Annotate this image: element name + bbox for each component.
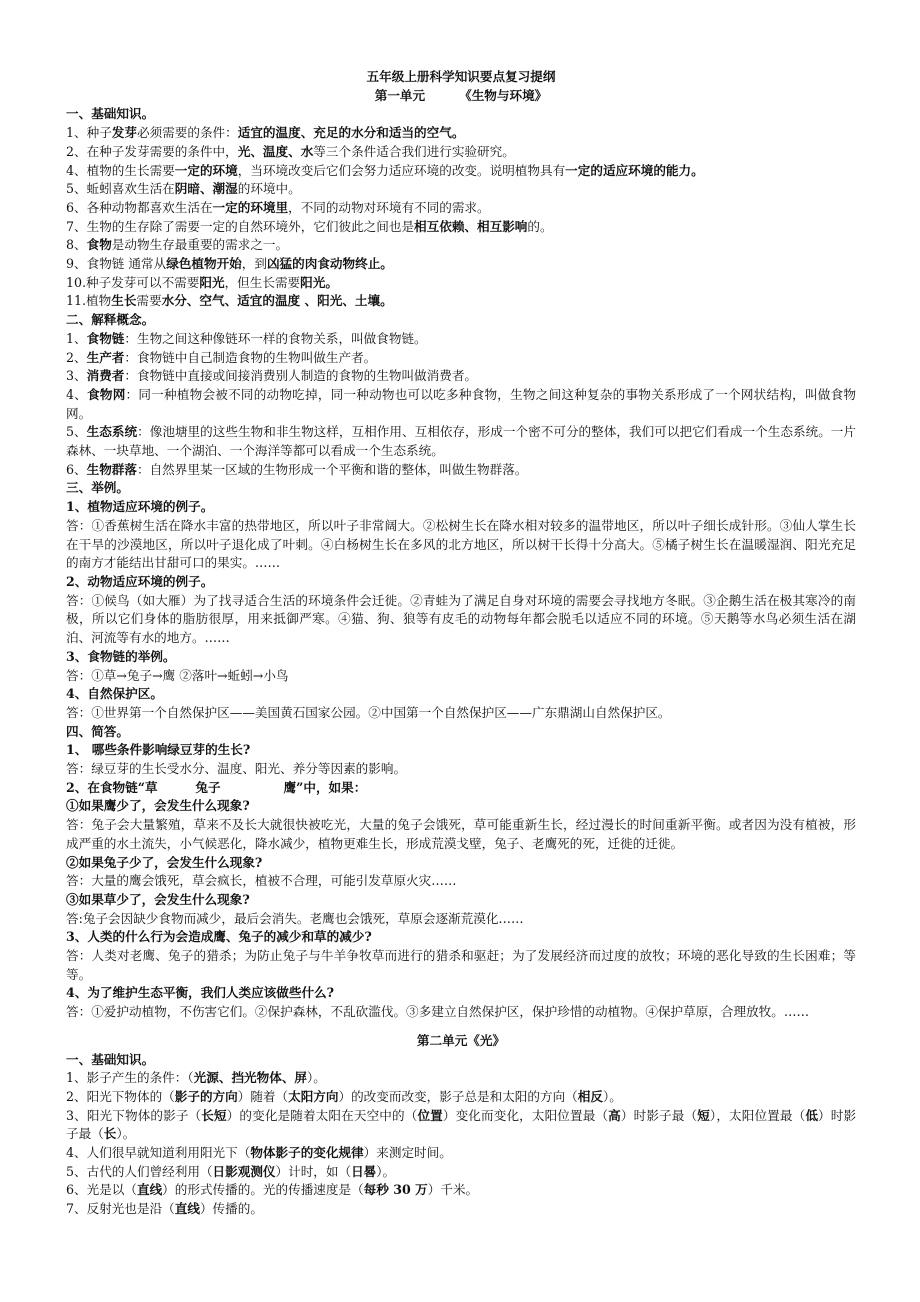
text-run: ：同一种植物会被不同的动物吃掉，同一种动物也可以吃多种食物，生物之间这种复杂的事物关系形成了一个网状结构，叫做食物网。 [66, 386, 857, 421]
unit2-basics-list [66, 1069, 856, 1219]
text-run: 1、影子产生的条件：（ [66, 1070, 194, 1086]
key-phrase: 低 [805, 1107, 819, 1123]
key-phrase: 影子的方向 [174, 1088, 238, 1104]
list-item [66, 124, 856, 143]
text-run: ，不同的动物对环境有不同的需求。 [288, 199, 490, 215]
key-phrase: 消费者 [86, 368, 125, 384]
key-phrase: 阳光。 [300, 274, 338, 290]
unit1-name: 《生物与环境》 [459, 87, 548, 103]
question: ①如果鹰少了，会发生什么现象? [66, 798, 250, 814]
answer: 答:兔子会因缺少食物而减少，最后会消失。老鹰也会饿死，草原会逐渐荒漠化…… [66, 910, 524, 926]
text-run: ：像池塘里的这些生物和非生物这样，互相作用、互相依存，形成一个密不可分的整体，我们可以把它们看成一个生态系统。一片森林、一块草地、一个湖泊、一个海洋等都可以看成一个生态系统。 [66, 424, 857, 459]
text-run: ）。 [307, 1070, 326, 1086]
text-run: ）传播的。 [199, 1201, 263, 1217]
key-phrase: 直线 [136, 1182, 163, 1198]
text-run: ）计时，如（ [275, 1163, 352, 1179]
key-phrase: 绿色植物开始 [166, 256, 242, 272]
question: 3、食物链的举例。 [66, 648, 176, 664]
text-run: ）时影子最（ [66, 1107, 857, 1142]
unit2-title: 第二单元《光》 [416, 1032, 506, 1048]
key-phrase: 光源、挡光物体、屏 [193, 1070, 307, 1086]
unit1-examples-list [66, 498, 856, 722]
text-run: 等三个条件适合我们进行实验研究。 [313, 143, 515, 159]
answer: 答：①爱护动植物，不伤害它们。②保护森林，不乱砍滥伐。③多建立自然保护区，保护珍惜的动植物。④保护草原，合理放牧。…… [66, 1004, 810, 1020]
text-run: 4、植物的生长需要 [66, 162, 175, 178]
list-item [66, 1069, 856, 1088]
key-phrase: 长 [103, 1126, 117, 1142]
text-run: ，到 [241, 256, 267, 272]
answer: 答：①世界第一个自然保护区——美国黄石国家公园。②中国第一个自然保护区——广东鼎湖山自然保护区。 [66, 704, 671, 720]
list-item [66, 236, 856, 255]
list-item [66, 386, 856, 423]
question: 3、人类的什么行为会造成鹰、兔子的减少和草的减少? [66, 929, 372, 945]
list-item [66, 330, 856, 349]
answer: 答：兔子会大量繁殖，草来不及长大就很快被吃光，大量的兔子会饿死，草可能重新生长，经过漫长的时间重新平衡。或者因为没有植被，形成严重的水土流失，小气候恶化，降水减少，植物更难生长，形成荒漠戈壁，兔子、老鹰死的死，迁徙的迁徙。 [66, 817, 856, 851]
answer: 答：大量的鹰会饿死，草会疯长，植被不合理，可能引发草原火灾…… [66, 873, 457, 889]
list-item [66, 423, 856, 460]
unit1-concepts-heading: 二、解释概念。 [66, 312, 155, 328]
key-phrase: 食物链 [86, 330, 125, 346]
text-run: ，但生长需要 [224, 274, 301, 290]
text-run: ）。 [602, 1088, 622, 1104]
question: 2、在食物链“草 兔子 鹰”中，如果： [66, 779, 367, 795]
answer: 答：①草→兔子→鹰 ②落叶→蚯蚓→小鸟 [66, 667, 289, 683]
answer: 答：①候鸟（如大雁）为了找寻适合生活的环境条件会迁徙。②青蛙为了满足自身对环境的需要会寻找地方冬眠。③企鹅生活在极其寒冷的南极，所以它们身体的脂肪很厚，用来抵御严寒。④猫、狗、狼等有皮毛的动物每年都会脱毛以适应不同的环境。⑤天鹅等水鸟必须生活在湖泊、河流等有水的地方。…… [66, 592, 856, 646]
list-item [66, 1107, 856, 1144]
list-item [66, 274, 856, 293]
question: 4、自然保护区。 [66, 686, 163, 702]
list-item [66, 367, 856, 386]
text-run: ）来测定时间。 [363, 1145, 452, 1161]
key-phrase: 光、温度、水 [237, 143, 314, 159]
list-item [66, 1088, 856, 1107]
key-phrase: 发芽 [111, 125, 137, 141]
text-run: ，当环境改变后它们会努力适应环境的改变。说明植物具有 [237, 162, 566, 178]
question: 1、植物适应环境的例子。 [66, 499, 214, 515]
document-page [66, 68, 856, 1219]
text-run: 5、 [66, 424, 87, 440]
list-item [66, 218, 856, 237]
text-run: ：食物链中直接或间接消费别人制造的食物的生物叫做消费者。 [124, 368, 478, 384]
answer: 答：绿豆芽的生长受水分、温度、阳光、养分等因素的影响。 [66, 761, 407, 777]
text-run: 5、蚯蚓喜欢生活在 [66, 181, 175, 197]
unit1-short-list [66, 741, 856, 1022]
unit1-basics-heading: 一、基础知识。 [66, 106, 155, 122]
list-item [66, 461, 856, 480]
list-item [66, 1163, 856, 1182]
key-phrase: 生长 [111, 293, 137, 309]
text-run: 9、食物链 通常从 [66, 256, 167, 272]
key-phrase: 日影观测仪 [212, 1163, 276, 1179]
list-item [66, 1200, 856, 1219]
key-phrase: 阳光 [199, 274, 225, 290]
text-run: 11.植物 [66, 293, 112, 309]
text-run: ）变化而变化，太阳位置最（ [442, 1107, 609, 1123]
text-run: 8、 [66, 237, 87, 253]
text-run: 7、生物的生存除了需要一定的自然环境外，它们彼此之间也是 [66, 218, 415, 234]
text-run: ：自然界里某一区域的生物形成一个平衡和谐的整体，叫做生物群落。 [136, 461, 528, 477]
text-run: 6、各种动物都喜欢生活在 [66, 199, 213, 215]
text-run: 2、 [66, 349, 87, 365]
text-run: 4、 [66, 386, 88, 402]
answer: 答：人类对老鹰、兔子的猎杀；为防止兔子与牛羊争牧草而进行的猎杀和驱赶；为了发展经济而过度的放牧；环境的恶化导致的生长困难；等等。 [66, 948, 856, 982]
list-item [66, 143, 856, 162]
text-run: 5、古代的人们曾经利用（ [66, 1163, 213, 1179]
key-phrase: 凶猛的肉食动物终止。 [266, 256, 393, 272]
question: ②如果兔子少了，会发生什么现象? [66, 854, 263, 870]
list-item [66, 199, 856, 218]
question: 1、 哪些条件影响绿豆芽的生长? [66, 742, 251, 758]
text-run: 6、 [66, 461, 87, 477]
text-run: ），太阳位置最（ [709, 1107, 806, 1123]
text-run: ）千米。 [427, 1182, 479, 1198]
text-run: 必须需要的条件： [136, 125, 238, 141]
text-run: 2、在种子发芽需要的条件中， [66, 143, 238, 159]
key-phrase: 食物 [86, 237, 112, 253]
key-phrase: 直线 [174, 1201, 200, 1217]
key-phrase: 相互依赖、相互影响 [414, 218, 528, 234]
unit1-concepts-list [66, 330, 856, 480]
text-run: 需要 [136, 293, 162, 309]
list-item [66, 292, 856, 311]
answer: 答：①香蕉树生活在降水丰富的热带地区，所以叶子非常阔大。②松树生长在降水相对较多的温带地区，所以叶子细长成针形。③仙人掌生长在干旱的沙漠地区，所以叶子退化成了叶刺。④白杨树生长在多风的北方地区，所以树干长得十分高大。⑤橘子树生长在温暖湿润、阳光充足的南方才能结出甘甜可口的果实。…… [66, 517, 856, 571]
text-run: ）。 [376, 1163, 396, 1179]
text-run: 4、人们很早就知道利用阳光下（ [66, 1145, 251, 1161]
key-phrase: 太阳方向 [288, 1088, 339, 1104]
list-item [66, 162, 856, 181]
key-phrase: 一定的环境 [174, 162, 238, 178]
key-phrase: 生产者 [86, 349, 125, 365]
text-run: 10.种子发芽可以不需要 [66, 274, 200, 290]
text-run: ：食物链中自己制造食物的生物叫做生产者。 [124, 349, 377, 365]
text-run: ：生物之间这种像链环一样的食物关系，叫做食物链。 [124, 330, 427, 346]
question: 2、动物适应环境的例子。 [66, 573, 214, 589]
document-title: 五年级上册科学知识要点复习提纲 [366, 69, 556, 84]
question: ③如果草少了，会发生什么现象? [66, 891, 250, 907]
text-run: ）的变化是随着太阳在天空中的（ [226, 1107, 418, 1123]
question: 4、为了维护生态平衡，我们人类应该做些什么? [66, 985, 335, 1001]
list-item [66, 1144, 856, 1163]
list-item [66, 349, 856, 368]
unit1-title [66, 87, 856, 106]
text-run: 的环境中。 [237, 181, 301, 197]
unit1-examples-heading: 三、举例。 [66, 480, 129, 496]
list-item [66, 180, 856, 199]
key-phrase: 每秒 30 万 [363, 1182, 428, 1198]
key-phrase: 物体影子的变化规律 [250, 1145, 364, 1161]
text-run: 7、反射光也是沿（ [66, 1201, 175, 1217]
key-phrase: 阴暗、潮湿 [174, 181, 238, 197]
text-run: 1、种子 [66, 125, 112, 141]
key-phrase: 日晷 [351, 1163, 377, 1179]
text-run: ）时影子最（ [620, 1107, 698, 1123]
text-run: ）。 [116, 1126, 136, 1142]
key-phrase: 适宜的温度、充足的水分和适当的空气。 [237, 125, 465, 141]
text-run: 是动物生存最重要的需求之一。 [111, 237, 289, 253]
key-phrase: 短 [697, 1107, 710, 1123]
key-phrase: 水分、空气、适宜的温度 、阳光、土壤。 [161, 293, 393, 309]
key-phrase: 长短 [201, 1107, 227, 1123]
list-item [66, 1181, 856, 1200]
key-phrase: 一定的环境里 [212, 199, 289, 215]
text-run: 6、光是以（ [66, 1182, 137, 1198]
text-run: 3、阳光下物体的影子（ [66, 1107, 202, 1123]
key-phrase: 一定的适应环境的能力。 [565, 162, 704, 178]
key-phrase: 高 [608, 1107, 621, 1123]
unit1-short-heading: 四、简答。 [66, 723, 129, 739]
text-run: ）的形式传播的。光的传播速度是（ [162, 1182, 364, 1198]
key-phrase: 生态系统 [86, 424, 138, 440]
unit2-basics-heading: 一、基础知识。 [66, 1051, 155, 1067]
key-phrase: 相反 [577, 1088, 603, 1104]
key-phrase: 食物网 [87, 386, 126, 402]
text-run: 1、 [66, 330, 87, 346]
key-phrase: 生物群落 [86, 461, 137, 477]
key-phrase: 位置 [417, 1107, 443, 1123]
unit1-label: 第一单元 [374, 87, 426, 103]
unit1-basics-list [66, 124, 856, 311]
text-run: ）随着（ [237, 1088, 289, 1104]
text-run: 2、阳光下物体的（ [66, 1088, 175, 1104]
list-item [66, 255, 856, 274]
text-run: 3、 [66, 368, 87, 384]
text-run: 的。 [527, 218, 553, 234]
text-run: ）的改变而改变，影子总是和太阳的方向（ [338, 1088, 578, 1104]
